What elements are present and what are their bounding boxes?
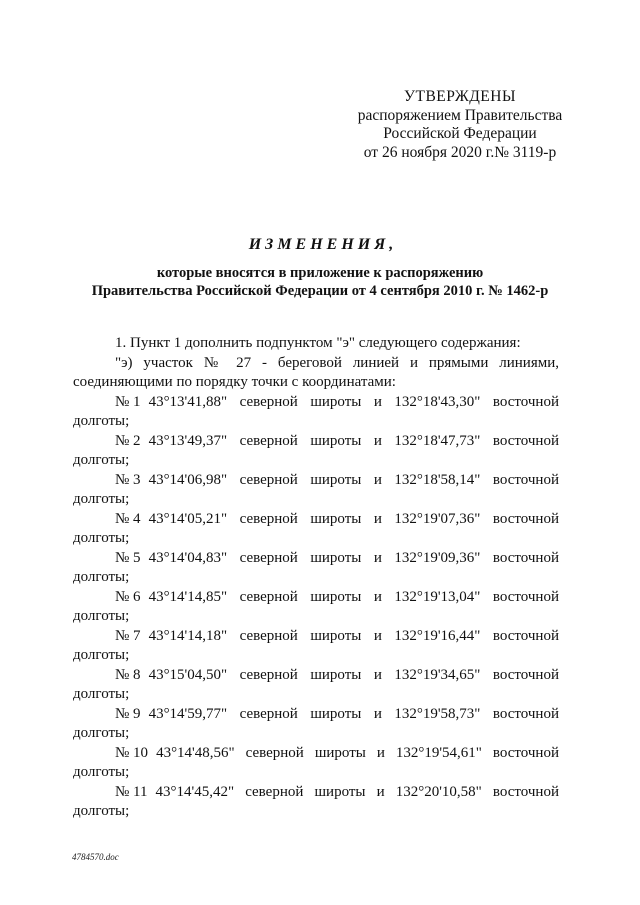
point-number-and-latitude (115, 510, 227, 530)
conjunction: и (376, 744, 385, 761)
point-number: № 2 (115, 432, 141, 449)
point-longitude: 132°19'16,44" (394, 627, 481, 644)
heading-subtitle (0, 264, 640, 300)
point-number: № 3 (115, 471, 141, 488)
heading-title: ИЗМЕНЕНИЯ, (248, 236, 398, 253)
conjunction: и (373, 588, 382, 605)
latitude-word: северной (239, 666, 298, 683)
longitude-word: восточной (492, 549, 559, 566)
point-number: № 8 (115, 666, 141, 683)
point-number-and-latitude (115, 705, 227, 725)
point-tail: долготы; (73, 647, 130, 663)
latitude-word-2: широты (310, 471, 362, 488)
approval-issuer-line1: распоряжением Правительства (357, 106, 563, 124)
point-tail: долготы; (73, 764, 130, 780)
latitude-word: северной (245, 783, 304, 800)
conjunction: и (373, 510, 382, 527)
point-number-and-latitude (115, 666, 227, 686)
point-number-and-latitude (115, 432, 227, 452)
conjunction: и (373, 705, 382, 722)
conjunction: и (376, 783, 385, 800)
coordinate-point-row (73, 666, 559, 686)
coordinate-point-row (73, 471, 559, 491)
point-tail: долготы; (73, 803, 130, 819)
point-longitude: 132°19'09,36" (394, 549, 481, 566)
conjunction: и (373, 432, 382, 449)
coordinate-point-row (73, 627, 559, 647)
latitude-word-2: широты (314, 744, 366, 761)
coordinate-point-row (73, 705, 559, 725)
conjunction: и (373, 393, 382, 410)
point-number-and-latitude (115, 627, 227, 647)
body-subpoint-line2: соединяющими по порядку точки с координатами: (73, 374, 396, 390)
point-latitude: 43°14'05,21" (148, 510, 228, 527)
point-tail: долготы; (73, 725, 130, 741)
point-number-and-latitude (115, 393, 227, 413)
approval-date-line (330, 144, 590, 163)
point-latitude: 43°14'45,42" (155, 783, 235, 800)
longitude-word: восточной (492, 666, 559, 683)
longitude-word: восточной (492, 393, 559, 410)
longitude-word: восточной (492, 627, 559, 644)
heading-subtitle-line1: которые вносятся в приложение к распоряжению (156, 265, 484, 281)
latitude-word: северной (239, 432, 298, 449)
point-latitude: 43°14'48,56" (156, 744, 235, 761)
longitude-word: восточной (492, 471, 559, 488)
point-number: № 4 (115, 510, 141, 527)
point-tail: долготы; (73, 491, 130, 507)
point-longitude: 132°19'34,65" (394, 666, 481, 683)
point-latitude: 43°14'06,98" (148, 471, 228, 488)
longitude-word: восточной (492, 432, 559, 449)
point-tail: долготы; (73, 452, 130, 468)
point-tail: долготы; (73, 686, 130, 702)
point-number: № 5 (115, 549, 141, 566)
point-latitude: 43°14'14,18" (148, 627, 228, 644)
point-latitude: 43°15'04,50" (148, 666, 228, 683)
latitude-word-2: широты (310, 549, 362, 566)
conjunction: и (373, 471, 382, 488)
point-longitude: 132°18'43,30" (394, 393, 481, 410)
point-number-and-latitude (115, 588, 227, 608)
latitude-word-2: широты (310, 705, 362, 722)
point-latitude: 43°13'41,88" (148, 393, 228, 410)
footer-doc-code: 4784570.doc (72, 852, 119, 862)
latitude-word: северной (239, 627, 298, 644)
point-longitude: 132°19'13,04" (394, 588, 481, 605)
point-latitude: 43°13'49,37" (148, 432, 228, 449)
point-number: № 11 (115, 783, 148, 800)
latitude-word: северной (239, 549, 298, 566)
point-number: № 6 (115, 588, 141, 605)
point-longitude: 132°18'58,14" (394, 471, 481, 488)
document-body (73, 334, 559, 822)
latitude-word: северной (239, 588, 298, 605)
latitude-word-2: широты (310, 627, 362, 644)
point-tail: долготы; (73, 413, 130, 429)
coordinate-point-row (73, 588, 559, 608)
latitude-word: северной (239, 510, 298, 527)
point-longitude: 132°18'47,73" (394, 432, 481, 449)
longitude-word: восточной (492, 588, 559, 605)
conjunction: и (373, 666, 382, 683)
latitude-word-2: широты (310, 510, 362, 527)
point-tail: долготы; (73, 608, 130, 624)
approval-issuer-line2: Российской Федерации (383, 125, 537, 142)
point-tail: долготы; (73, 569, 130, 585)
longitude-word: восточной (492, 783, 559, 800)
point-longitude: 132°19'54,61" (395, 744, 482, 761)
approval-block (330, 88, 590, 162)
point-number-and-latitude (115, 471, 227, 491)
latitude-word: северной (239, 705, 298, 722)
body-subpoint-line1: "э) участок № 27 - береговой линией и прямыми линиями, (115, 354, 559, 371)
point-number: № 7 (115, 627, 141, 644)
point-latitude: 43°14'04,83" (148, 549, 228, 566)
latitude-word-2: широты (310, 588, 362, 605)
conjunction: и (373, 627, 382, 644)
point-number-and-latitude (115, 549, 227, 569)
point-longitude: 132°19'07,36" (394, 510, 481, 527)
latitude-word: северной (239, 471, 298, 488)
point-latitude: 43°14'14,85" (148, 588, 228, 605)
latitude-word: северной (239, 393, 298, 410)
coordinate-point-row (73, 744, 559, 764)
point-tail: долготы; (73, 530, 130, 546)
point-number: № 1 (115, 393, 141, 410)
conjunction: и (373, 549, 382, 566)
longitude-word: восточной (492, 510, 559, 527)
latitude-word-2: широты (310, 666, 362, 683)
approval-date: от 26 ноября 2020 г. (363, 143, 495, 161)
point-number: № 10 (115, 744, 149, 761)
point-longitude: 132°19'58,73" (394, 705, 481, 722)
longitude-word: восточной (492, 744, 559, 761)
point-latitude: 43°14'59,77" (148, 705, 228, 722)
point-number: № 9 (115, 705, 141, 722)
coordinate-point-row (73, 510, 559, 530)
longitude-word: восточной (492, 705, 559, 722)
latitude-word-2: широты (310, 432, 362, 449)
coordinate-point-row (73, 393, 559, 413)
coordinate-points-list (73, 393, 559, 822)
latitude-word: северной (245, 744, 304, 761)
approval-number: № 3119-р (494, 143, 557, 161)
body-intro: 1. Пункт 1 дополнить подпунктом "э" следующего содержания: (115, 335, 521, 351)
coordinate-point-row (73, 432, 559, 452)
document-heading (0, 236, 640, 300)
point-number-and-latitude (115, 783, 234, 803)
latitude-word-2: широты (314, 783, 366, 800)
point-number-and-latitude (115, 744, 235, 764)
heading-subtitle-line2: Правительства Российской Федерации от 4 сентября 2010 г. № 1462-р (91, 283, 549, 299)
point-longitude: 132°20'10,58" (395, 783, 482, 800)
latitude-word-2: широты (310, 393, 362, 410)
approval-title: УТВЕРЖДЕНЫ (404, 88, 516, 105)
coordinate-point-row (73, 783, 559, 803)
coordinate-point-row (73, 549, 559, 569)
